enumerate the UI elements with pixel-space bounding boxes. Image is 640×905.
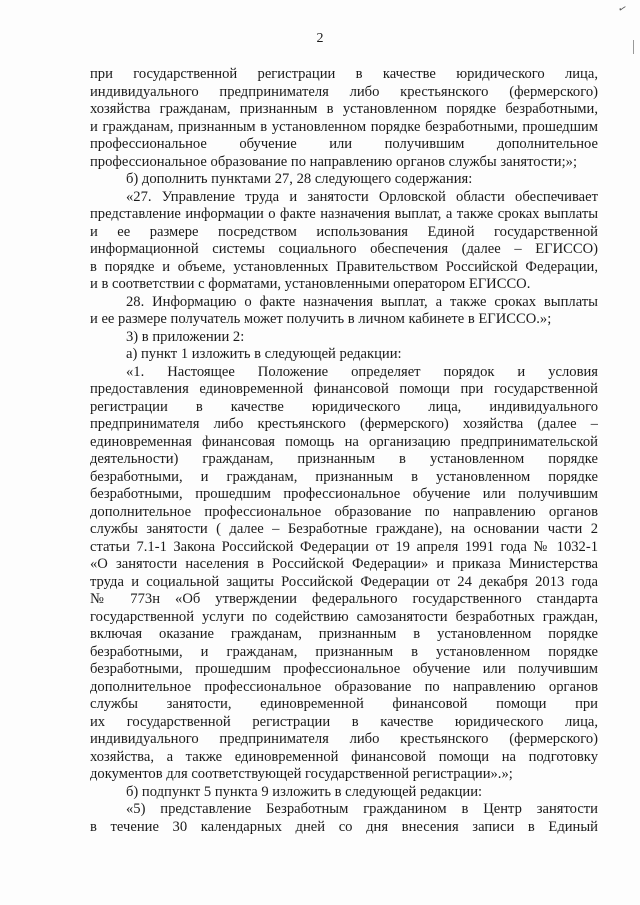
text-line: предпринимателя либо крестьянского (фермерского) хозяйства (далее – <box>90 416 598 432</box>
text-line: предоставления единовременной финансовой помощи при государственной <box>90 381 598 397</box>
document-body <box>90 66 598 836</box>
text-line: профессиональное обучение или получившим дополнительное <box>90 136 598 152</box>
text-line: и ее размере получатель может получить в личном кабинете в ЕГИССО.»; <box>90 311 552 327</box>
text-line: 28. Информацию о факте назначения выплат, а также сроках выплаты <box>126 293 598 310</box>
text-line: «1. Настоящее Положение определяет порядок и условия <box>126 363 598 380</box>
text-line: безработными, прошедшим профессиональное обучение или получившим <box>90 486 598 502</box>
text-line: при государственной регистрации в качестве юридического лица, <box>90 66 598 82</box>
text-line: и гражданам, признанным в установленном порядке безработными, прошедшим <box>90 118 598 135</box>
text-line: дополнительное профессиональное образование по направлению органов <box>90 678 598 695</box>
paragraph-p2 <box>90 171 598 189</box>
text-line: индивидуального предпринимателя либо крестьянского (фермерского) <box>90 731 598 747</box>
paragraph-p8 <box>90 784 598 802</box>
text-line: безработными, прошедшим профессиональное обучение или получившим <box>90 661 598 677</box>
text-line: 3) в приложении 2: <box>126 328 245 345</box>
text-line: а) пункт 1 изложить в следующей редакции: <box>126 346 402 362</box>
text-line: хозяйства, а также единовременной финансовой помощи на подготовку <box>90 748 598 765</box>
text-line: безработными, и гражданам, признанным в установленном порядке <box>90 643 598 660</box>
text-line: и ее размере посредством использования Единой государственной <box>90 223 598 240</box>
paragraph-p4 <box>90 294 598 329</box>
text-line: государственной услуги по содействию самозанятости безработных граждан, <box>90 608 598 625</box>
text-line: единовременная финансовая помощь на организацию предпринимательской <box>90 433 598 450</box>
text-line: безработными, и гражданам, признанным в установленном порядке <box>90 468 598 485</box>
paragraph-p5 <box>90 329 598 347</box>
text-line: «О занятости населения в Российской Федерации» и приказа Министерства <box>90 556 598 572</box>
corner-check-mark: ✓ <box>615 2 628 17</box>
text-line: профессиональное образование по направлению органов службы занятости;»; <box>90 153 578 170</box>
text-line: «27. Управление труда и занятости Орловской области обеспечивает <box>126 188 598 205</box>
text-line: хозяйства гражданам, признанным в установленном порядке безработными, <box>90 101 598 117</box>
text-line: документов для соответствующей государственной регистрации».»; <box>90 766 513 782</box>
text-line: службы занятости, единовременной финансовой помощи при <box>90 696 598 712</box>
paragraph-p3 <box>90 189 598 294</box>
paragraph-p7 <box>90 364 598 784</box>
text-line: индивидуального предпринимателя либо крестьянского (фермерского) <box>90 83 598 100</box>
text-line: в течение 30 календарных дней со дня внесения записи в Единый <box>90 818 598 835</box>
text-line: № 773н «Об утверждении федерального государственного стандарта <box>90 591 598 607</box>
text-line: деятельности) гражданам, признанным в установленном порядке <box>90 451 598 467</box>
text-line: статьи 7.1-1 Закона Российской Федерации от 19 апреля 1991 года № 1032-1 <box>90 538 598 555</box>
text-line: в порядке и объеме, установленных Правительством Российской Федерации, <box>90 258 598 275</box>
text-line: включая оказание гражданам, признанным в установленном порядке <box>90 626 598 642</box>
paragraph-p9 <box>90 801 598 836</box>
text-line: регистрации в качестве юридического лица, индивидуального <box>90 398 598 415</box>
text-line: представление информации о факте назначения выплат, а также сроках выплаты <box>90 206 598 222</box>
text-line: труда и социальной защиты Российской Федерации от 24 декабря 2013 года <box>90 573 598 590</box>
text-line: «5) представление Безработным гражданином в Центр занятости <box>126 801 598 817</box>
text-line: б) подпункт 5 пункта 9 изложить в следующей редакции: <box>126 783 483 800</box>
text-line: службы занятости ( далее – Безработные граждане), на основании части 2 <box>90 521 598 537</box>
paragraph-p6 <box>90 346 598 364</box>
text-line: их государственной регистрации в качестве юридического лица, <box>90 713 598 730</box>
page-number: 2 <box>316 31 324 46</box>
paragraph-p1 <box>90 66 598 171</box>
text-line: дополнительное профессиональное образование по направлению органов <box>90 503 598 520</box>
text-line: и в соответствии с форматами, установленными оператором ЕГИССО. <box>90 276 531 292</box>
text-line: б) дополнить пунктами 27, 28 следующего содержания: <box>126 171 473 187</box>
text-line: информационной системы социального обеспечения (далее – ЕГИССО) <box>90 241 598 257</box>
